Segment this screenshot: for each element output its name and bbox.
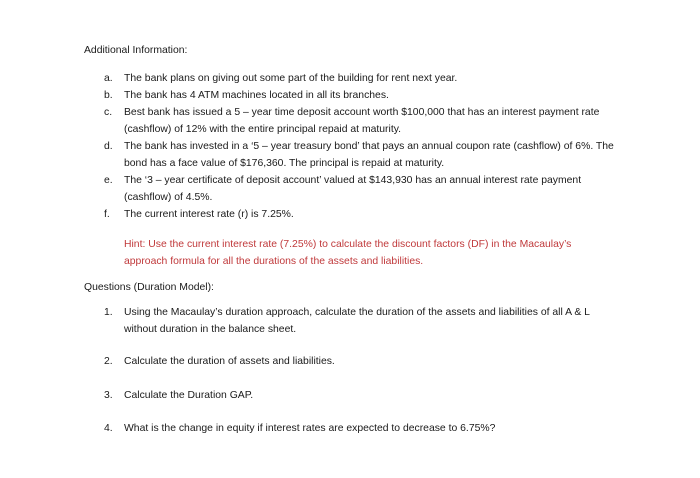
info-item-marker: a. [104, 73, 113, 84]
info-item-marker: b. [104, 90, 113, 101]
info-item-text: The bank plans on giving out some part of the building for rent next year. [124, 73, 458, 84]
question-marker: 4. [104, 423, 113, 434]
info-item-d [104, 138, 624, 172]
question-text: Using the Macaulay’s duration approach, calculate the duration of the assets and liabilities of all A & L without duration in the balance sheet. [124, 307, 590, 335]
info-item-f [104, 206, 624, 223]
info-item-text: The current interest rate (r) is 7.25%. [124, 209, 294, 220]
info-item-a [104, 70, 624, 87]
info-item-c [104, 104, 624, 138]
info-item-text: The bank has invested in a ‘5 – year treasury bond’ that pays an annual coupon rate (cashflow) of 6%. The bond has a face value of $176,360. The principal is repaid at maturity. [124, 141, 614, 169]
questions-heading: Questions (Duration Model): [84, 282, 214, 293]
info-item-text: The ‘3 – year certificate of deposit account’ valued at $143,930 has an annual interest rate payment (cashflow) of 4.5%. [124, 175, 582, 203]
question-4 [104, 420, 624, 437]
info-item-text: The bank has 4 ATM machines located in all its branches. [124, 90, 389, 101]
info-item-marker: d. [104, 141, 113, 152]
question-text: What is the change in equity if interest rates are expected to decrease to 6.75%? [124, 423, 496, 434]
question-text: Calculate the Duration GAP. [124, 390, 254, 401]
info-item-e [104, 172, 624, 206]
info-item-text: Best bank has issued a 5 – year time deposit account worth $100,000 that has an interest payment rate (cashflow) of 12% with the entire principal repaid at maturity. [124, 107, 600, 135]
additional-information-list [104, 70, 624, 223]
question-marker: 3. [104, 390, 113, 401]
info-item-marker: c. [104, 107, 113, 118]
additional-information-heading: Additional Information: [84, 45, 188, 56]
info-item-marker: e. [104, 175, 113, 186]
question-marker: 1. [104, 307, 113, 318]
info-item-b [104, 87, 624, 104]
question-marker: 2. [104, 356, 113, 367]
hint-text: Hint: Use the current interest rate (7.25%) to calculate the discount factors (DF) in the Macaulay’s approach formula for all the durations of the assets and liabilities. [124, 239, 572, 267]
question-1 [104, 304, 624, 338]
question-text: Calculate the duration of assets and liabilities. [124, 356, 335, 367]
question-3 [104, 387, 624, 404]
question-2 [104, 353, 624, 370]
info-item-marker: f. [104, 209, 110, 220]
